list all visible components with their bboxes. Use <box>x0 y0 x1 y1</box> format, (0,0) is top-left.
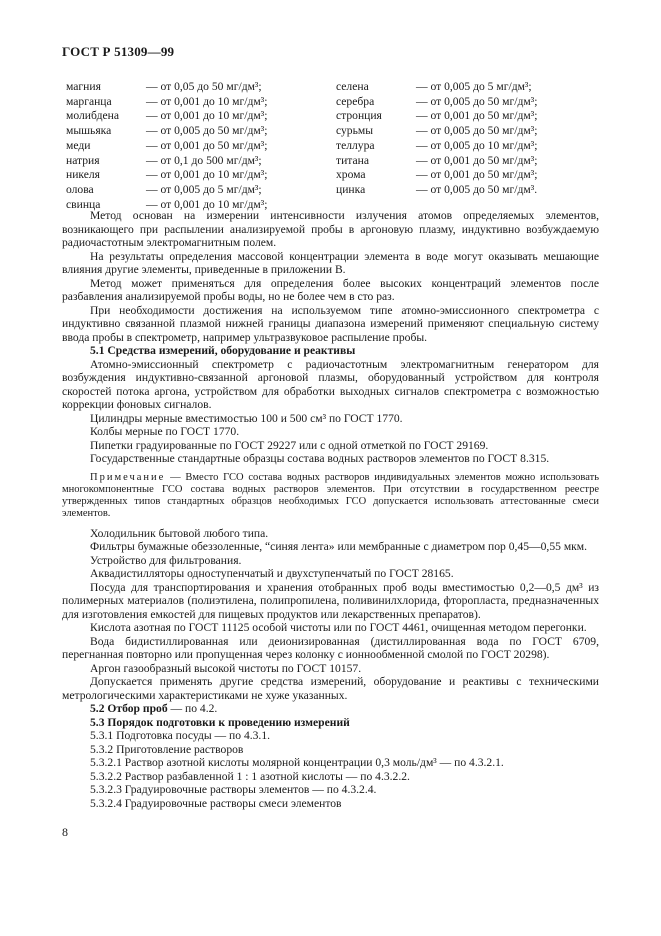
section-5-2-ref: — по 4.2. <box>167 702 218 716</box>
section-heading-5-2: 5.2 Отбор проб <box>90 702 168 716</box>
subsection: 5.3.2.3 Градуировочные растворы элементов — по 4.3.2.4. <box>90 783 377 797</box>
section-5-2 <box>62 702 599 716</box>
paragraph: Аргон газообразный высокой чистоты по ГОСТ 10157. <box>90 661 362 675</box>
section-heading-5-3: 5.3 Порядок подготовки к проведению измерений <box>90 715 350 729</box>
element-row <box>66 124 267 139</box>
element-row <box>66 109 267 124</box>
paragraph: Аквадистилляторы одноступенчатый и двухступенчатый по ГОСТ 28165. <box>90 567 454 581</box>
element-range: — от 0,001 до 10 мг/дм³; <box>146 109 268 123</box>
element-range: — от 0,005 до 5 мг/дм³; <box>416 80 532 93</box>
element-range: — от 0,05 до 50 мг/дм³; <box>146 80 262 93</box>
paragraph: Кислота азотная по ГОСТ 11125 особой чистоты или по ГОСТ 4461, очищенная методом перегонки. <box>90 621 587 635</box>
paragraph: Посуда для транспортирования и хранения отобранных проб воды вместимостью 0,2—0,5 дм³ из полимерных материалов (полиэтилена, полипропилена, поливинилхлорида, фторопласта, предназначенных для изготовления емкостей для пищевых продуктов или лекарственных препаратов). <box>62 580 599 621</box>
paragraph: Метод может применяться для определения более высоких концентраций элементов после разбавления анализируемой пробы воды, но не более чем в сто раз. <box>62 276 599 303</box>
element-row <box>66 95 267 110</box>
element-name: магния <box>66 80 101 93</box>
paragraph: Государственные стандартные образцы состава водных растворов элементов по ГОСТ 8.315. <box>90 452 550 465</box>
subsection: 5.3.2 Приготовление растворов <box>90 742 244 756</box>
paragraph: Фильтры бумажные обеззоленные, “синяя лента» или мембранные с диаметром пор 0,45—0,55 мкм. <box>90 540 588 554</box>
element-range: — от 0,005 до 50 мг/дм³. <box>416 182 538 196</box>
subsection: 5.3.2.2 Раствор разбавленной 1 : 1 азотной кислоты — по 4.3.2.2. <box>90 769 410 783</box>
element-row <box>66 154 267 169</box>
element-range: — от 0,005 до 10 мг/дм³; <box>416 138 538 152</box>
paragraph: Устройство для фильтрования. <box>90 553 242 567</box>
element-range: — от 0,1 до 500 мг/дм³; <box>146 153 262 167</box>
element-name: молибдена <box>66 109 119 123</box>
subsection: 5.3.1 Подготовка посуды — по 4.3.1. <box>90 729 271 743</box>
paragraph: Пипетки градуированные по ГОСТ 29227 или с одной отметкой по ГОСТ 29169. <box>90 438 489 452</box>
element-row <box>336 168 537 183</box>
paragraph: Холодильник бытовой любого типа. <box>90 526 269 540</box>
element-row <box>66 168 267 183</box>
paragraph: При необходимости достижения на используемом типе атомно-эмиссионного спектрометра с индуктивно связанной плазмой нижней границы диапазона измерений применяют специальную систему ввода пробы в спектрометр, например ультразвуковое распыление пробы. <box>62 303 599 344</box>
element-name: титана <box>336 153 369 167</box>
element-range: — от 0,005 до 50 мг/дм³; <box>416 94 538 108</box>
element-row <box>336 183 537 198</box>
document-body <box>62 209 599 810</box>
paragraph: Цилиндры мерные вместимостью 100 и 500 см³ по ГОСТ 1770. <box>90 411 403 425</box>
element-name: натрия <box>66 153 100 167</box>
element-row <box>336 124 537 139</box>
element-name: мышьяка <box>66 124 112 138</box>
note-label: Примечание <box>90 471 166 483</box>
element-range: — от 0,001 до 50 мг/дм³; <box>416 153 538 167</box>
element-row <box>336 95 537 110</box>
element-range: — от 0,005 до 50 мг/дм³; <box>416 124 538 138</box>
element-name: сурьмы <box>336 124 374 138</box>
element-list-right <box>336 80 537 198</box>
subsection: 5.3.2.4 Градуировочные растворы смеси элементов <box>90 796 342 810</box>
element-name: селена <box>336 80 369 93</box>
element-name: теллура <box>336 138 375 152</box>
page-number: 8 <box>62 825 68 839</box>
element-row <box>336 109 537 124</box>
element-name: серебра <box>336 94 375 108</box>
element-range: — от 0,001 до 50 мг/дм³; <box>416 168 538 182</box>
element-name: стронция <box>336 109 382 123</box>
note <box>62 472 599 521</box>
paragraph: Вода бидистиллированная или деионизированная (дистиллированная вода по ГОСТ 6709, перегнанная повторно или пропущенная через колонку с ионнообменной смолой по ГОСТ 20298). <box>62 634 599 662</box>
note-text: — Вместо ГСО состава водных растворов индивидуальных элементов можно использовать многокомпонентные ГСО состава водных растворов элементов. При отсутствии в государственном реестре утвержденных типов стандартных образцов необходимых ГСО допускается использовать аттестованные смеси элементов. <box>62 471 599 520</box>
element-range: — от 0,005 до 5 мг/дм³; <box>146 182 262 196</box>
element-name: олова <box>66 182 94 196</box>
element-row <box>336 139 537 154</box>
subsection: 5.3.2.1 Раствор азотной кислоты молярной концентрации 0,3 моль/дм³ — по 4.3.2.1. <box>90 756 504 770</box>
element-row <box>66 80 267 95</box>
element-range: — от 0,001 до 10 мг/дм³; <box>146 168 268 182</box>
element-range: — от 0,001 до 50 мг/дм³; <box>416 109 538 123</box>
element-list-left <box>66 80 267 212</box>
element-name: свинца <box>66 197 101 211</box>
paragraph: На результаты определения массовой концентрации элемента в воде могут оказывать мешающие влияния другие элементы, приведенные в приложении В. <box>62 249 599 276</box>
element-range: — от 0,001 до 10 мг/дм³; <box>146 197 268 211</box>
element-name: марганца <box>66 94 112 108</box>
element-name: меди <box>66 138 91 152</box>
document-header: ГОСТ Р 51309—99 <box>62 44 175 59</box>
paragraph: Допускается применять другие средства измерений, оборудование и реактивы с техническими метрологическими характеристиками не хуже указанных. <box>62 675 599 702</box>
element-row <box>66 183 267 198</box>
element-name: хрома <box>336 168 366 182</box>
paragraph: Атомно-эмиссионный спектрометр с радиочастотным электромагнитным генератором для возбуждения индуктивно-связанной аргоновой плазмы, оборудованный устройством для контроля скоростей потока аргона, устройством для обработки выходных сигналов спектрометра с возможностью коррекции фоновых сигналов. <box>62 357 599 411</box>
paragraph: Метод основан на измерении интенсивности излучения атомов определяемых элементов, возникающего при распылении анализируемой пробы в аргоновую плазму, индуктивно возбуждаемую радиочастотным электромагнитным полем. <box>62 209 599 249</box>
element-row <box>66 139 267 154</box>
element-range: — от 0,005 до 50 мг/дм³; <box>146 124 268 138</box>
element-name: никеля <box>66 168 101 182</box>
element-name: цинка <box>336 182 366 196</box>
element-range: — от 0,001 до 10 мг/дм³; <box>146 94 268 108</box>
element-row <box>336 154 537 169</box>
element-row <box>336 80 537 95</box>
section-heading-5-1: 5.1 Средства измерений, оборудование и реактивы <box>90 344 356 357</box>
element-range: — от 0,001 до 50 мг/дм³; <box>146 138 268 152</box>
paragraph: Колбы мерные по ГОСТ 1770. <box>90 425 240 438</box>
